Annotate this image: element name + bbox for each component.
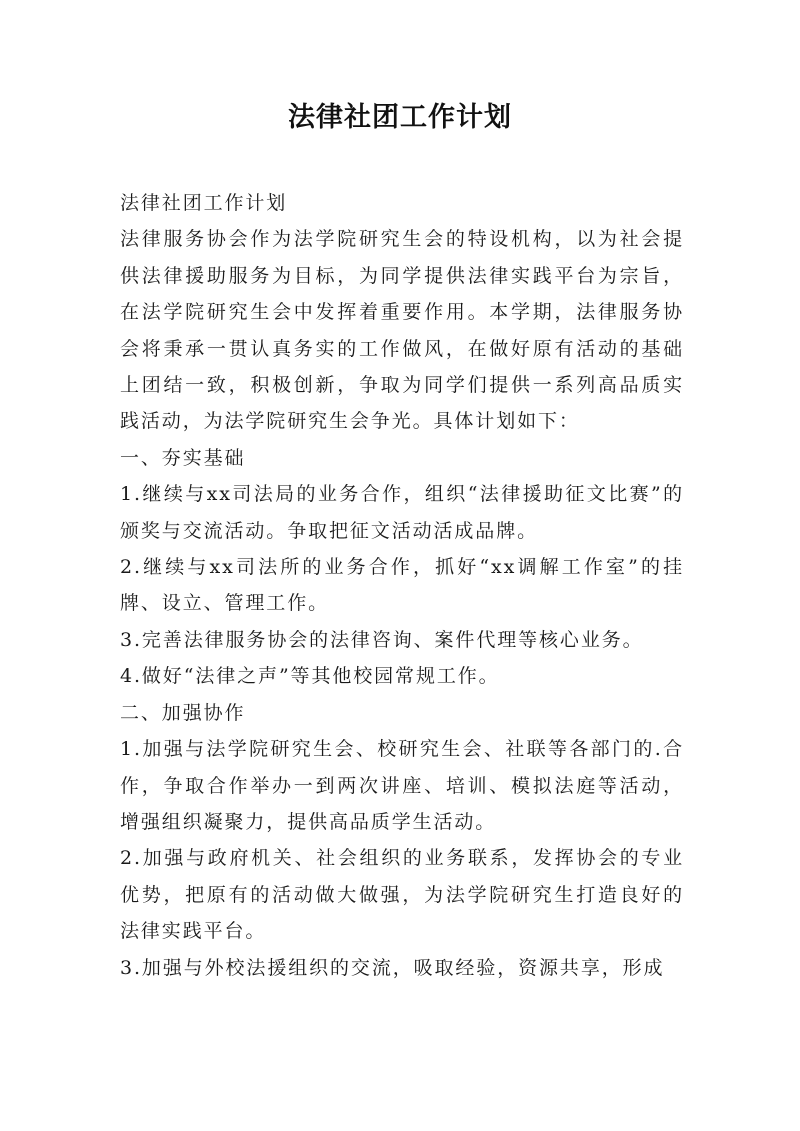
list-item-2-2: 2.加强与政府机关、社会组织的业务联系，发挥协会的专业优势，把原有的活动做大做强，为法学院研究生打造良好的法律实践平台。 [120,847,684,943]
paragraph-subtitle: 法律社团工作计划 [120,192,288,214]
list-item-2-1: 1.加强与法学院研究生会、校研究生会、社联等各部门的.合作，争取合作举办一到两次讲座、培训、模拟法庭等活动，增强组织凝聚力，提供高品质学生活动。 [120,738,684,833]
list-item-2-3: 3.加强与外校法援组织的交流，吸取经验，资源共享，形成 [120,956,665,979]
paragraph-intro: 法律服务协会作为法学院研究生会的特设机构，以为社会提供法律援助服务为目标，为同学提供法律实践平台为宗旨，在法学院研究生会中发挥着重要作用。本学期，法律服务协会将秉承一贯认真务实的工作做风，在做好原有活动的基础上团结一致，积极创新，争取为同学们提供一系列高品质实践活动，为法学院研究生会争光。具体计划如下： [120,228,684,433]
list-item-1-2: 2.继续与xx司法所的业务合作，抓好“xx调解工作室”的挂牌、设立、管理工作。 [120,556,684,615]
list-item-1-1: 1.继续与xx司法局的业务合作，组织“法律援助征文比赛”的颁奖与交流活动。争取把征文活动活成品牌。 [120,483,684,542]
section-heading-2: 二、加强协作 [120,701,246,724]
list-item-1-4: 4.做好“法律之声”等其他校园常规工作。 [120,665,500,688]
document-title: 法律社团工作计划 [288,102,512,133]
list-item-1-3: 3.完善法律服务协会的法律咨询、案件代理等核心业务。 [120,628,644,651]
document-body [120,185,684,986]
section-heading-1: 一、夯实基础 [120,446,246,469]
